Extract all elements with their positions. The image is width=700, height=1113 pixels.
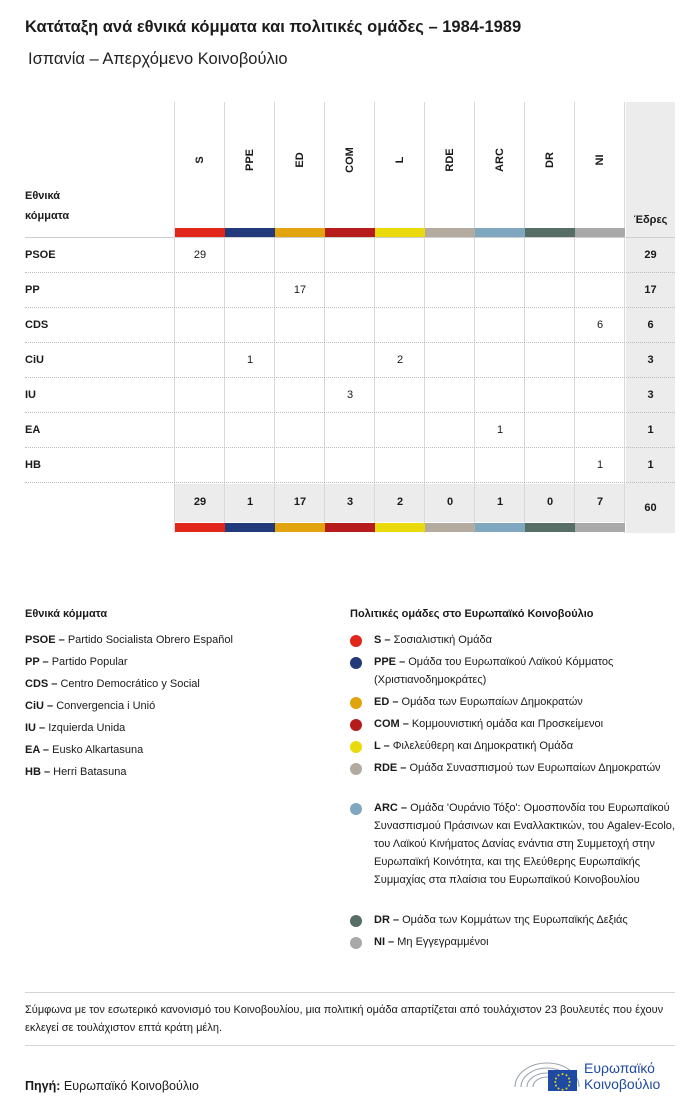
group-color-bar bbox=[225, 228, 275, 237]
group-total: 2 bbox=[396, 496, 404, 508]
party-seat-total: 6 bbox=[647, 319, 654, 331]
legend-name: Ομάδα 'Ουράνιο Τόξο': Ομοσπονδία του Ευρωπαϊκού Συνασπισμού Πράσινων και Εναλλακτικών, του Agalev-Ecolo, του Λαϊκού Κινήματος Δανίας ενάντια στη Συμμετοχή στην Ευρωπαϊκή Κοινότητα, και της Ελεύθερης Ευρωπαϊκής Συμμαχίας στα πλαίσια του Ευρωπαϊκού Κοινοβουλίου bbox=[374, 802, 675, 886]
seat-count-cell: 2 bbox=[396, 354, 404, 366]
legend-name: Convergencia i Unió bbox=[56, 700, 156, 712]
legend-abbr: ARC – bbox=[374, 802, 408, 814]
legend-name: Centro Democrático y Social bbox=[60, 678, 200, 690]
page-subtitle: Ισπανία – Απερχόμενο Κοινοβούλιο bbox=[28, 50, 288, 68]
legend-abbr: IU – bbox=[25, 722, 46, 734]
group-code-label: ED bbox=[294, 152, 306, 168]
party-seat-total: 1 bbox=[647, 424, 654, 436]
group-color-bar bbox=[425, 228, 475, 237]
groups-legend-item bbox=[374, 693, 679, 711]
group-color-bar bbox=[525, 523, 575, 532]
legend-name: Ομάδα του Ευρωπαϊκού Λαϊκού Κόμματος (Χριστιανοδημοκράτες) bbox=[374, 656, 614, 686]
row-divider bbox=[25, 272, 675, 273]
legend-name: Ομάδα Συνασπισμού των Ευρωπαίων Δημοκρατών bbox=[409, 762, 661, 774]
party-seat-total: 3 bbox=[647, 389, 654, 401]
row-divider bbox=[25, 412, 675, 413]
party-label-psoe: PSOE bbox=[25, 249, 56, 261]
group-total: 1 bbox=[496, 496, 504, 508]
legend-abbr: COM – bbox=[374, 718, 409, 730]
national-legend-item bbox=[25, 675, 200, 693]
row-divider bbox=[25, 342, 675, 343]
legend-abbr: CDS – bbox=[25, 678, 58, 690]
groups-legend-item bbox=[374, 715, 679, 733]
legend-abbr: PP – bbox=[25, 656, 49, 668]
party-label-ciu: CiU bbox=[25, 354, 44, 366]
group-color-dot-icon bbox=[350, 763, 362, 775]
group-header-s bbox=[175, 120, 225, 200]
party-seat-total: 29 bbox=[644, 249, 657, 261]
grand-total: 60 bbox=[644, 502, 657, 514]
national-legend-item bbox=[25, 631, 233, 649]
legend-name: Eusko Alkartasuna bbox=[52, 744, 144, 756]
national-legend-item bbox=[25, 763, 127, 781]
groups-legend-title: Πολιτικές ομάδες στο Ευρωπαϊκό Κοινοβούλιο bbox=[350, 608, 594, 620]
party-seat-total: 3 bbox=[647, 354, 654, 366]
legend-abbr: HB – bbox=[25, 766, 51, 778]
separator-top bbox=[25, 992, 675, 993]
national-legend-item bbox=[25, 719, 125, 737]
separator-bottom bbox=[25, 1045, 675, 1046]
source-label: Πηγή: bbox=[25, 1079, 61, 1093]
groups-legend-item bbox=[374, 911, 679, 929]
group-total: 7 bbox=[596, 496, 604, 508]
group-header-ppe bbox=[225, 120, 275, 200]
groups-legend-item bbox=[374, 799, 679, 889]
legend-abbr: NI – bbox=[374, 936, 395, 948]
national-legend-item bbox=[25, 653, 128, 671]
row-divider bbox=[25, 447, 675, 448]
group-color-bar bbox=[225, 523, 275, 532]
party-seat-total: 1 bbox=[647, 459, 654, 471]
group-color-bar bbox=[475, 228, 525, 237]
group-header-rde bbox=[425, 120, 475, 200]
party-label-hb: HB bbox=[25, 459, 41, 471]
legend-abbr: L – bbox=[374, 740, 390, 752]
seat-count-cell: 1 bbox=[246, 354, 254, 366]
legend-name: Izquierda Unida bbox=[48, 722, 126, 734]
seat-count-cell: 6 bbox=[596, 319, 604, 331]
group-code-label: ARC bbox=[494, 148, 506, 172]
legend-abbr: DR – bbox=[374, 914, 400, 926]
national-legend-item bbox=[25, 697, 155, 715]
parliament-logo-text: Ευρωπαϊκό Κοινοβούλιο bbox=[584, 1060, 661, 1092]
legend-name: Ομάδα των Κομμάτων της Ευρωπαϊκής Δεξιάς bbox=[402, 914, 628, 926]
group-total: 1 bbox=[246, 496, 254, 508]
legend-abbr: RDE – bbox=[374, 762, 407, 774]
seat-count-cell: 29 bbox=[193, 249, 207, 261]
row-divider bbox=[25, 482, 675, 483]
group-color-bar bbox=[175, 523, 225, 532]
group-color-bar bbox=[325, 228, 375, 237]
legend-abbr: PSOE – bbox=[25, 634, 65, 646]
group-color-bar bbox=[275, 523, 325, 532]
group-color-bar bbox=[325, 523, 375, 532]
group-total: 0 bbox=[446, 496, 454, 508]
seats-header: Έδρες bbox=[633, 214, 668, 226]
group-color-bar bbox=[525, 228, 575, 237]
legend-name: Μη Εγγεγραμμένοι bbox=[397, 936, 489, 948]
row-divider bbox=[25, 377, 675, 378]
group-code-label: RDE bbox=[444, 148, 456, 172]
party-seat-total: 17 bbox=[644, 284, 657, 296]
group-color-dot-icon bbox=[350, 803, 362, 815]
group-color-bar bbox=[575, 228, 625, 237]
row-divider bbox=[25, 307, 675, 308]
source-line bbox=[25, 1079, 199, 1093]
group-color-dot-icon bbox=[350, 635, 362, 647]
row-divider bbox=[25, 237, 675, 238]
legend-abbr: PPE – bbox=[374, 656, 406, 668]
groups-legend-item bbox=[374, 933, 679, 951]
seat-count-cell: 3 bbox=[346, 389, 354, 401]
groups-legend-item bbox=[374, 631, 679, 649]
legend-name: Κομμουνιστική ομάδα και Προσκείμενοι bbox=[411, 718, 604, 730]
seat-count-cell: 1 bbox=[496, 424, 504, 436]
group-color-dot-icon bbox=[350, 657, 362, 669]
group-color-bar bbox=[425, 523, 475, 532]
group-code-label: COM bbox=[344, 147, 356, 173]
seat-count-cell: 17 bbox=[293, 284, 307, 296]
group-header-l bbox=[375, 120, 425, 200]
groups-legend-item bbox=[374, 653, 679, 689]
group-color-dot-icon bbox=[350, 937, 362, 949]
party-label-iu: IU bbox=[25, 389, 36, 401]
legend-abbr: S – bbox=[374, 634, 391, 646]
group-header-ed bbox=[275, 120, 325, 200]
national-legend-item bbox=[25, 741, 143, 759]
group-header-arc bbox=[475, 120, 525, 200]
seat-count-cell: 1 bbox=[596, 459, 604, 471]
legend-abbr: ED – bbox=[374, 696, 399, 708]
group-color-bar bbox=[475, 523, 525, 532]
group-code-label: PPE bbox=[244, 148, 256, 172]
legend-abbr: EA – bbox=[25, 744, 50, 756]
group-code-label: S bbox=[194, 156, 206, 164]
group-total: 0 bbox=[546, 496, 554, 508]
group-color-bar bbox=[275, 228, 325, 237]
source-value: Ευρωπαϊκό Κοινοβούλιο bbox=[63, 1079, 199, 1093]
group-total: 17 bbox=[293, 496, 307, 508]
groups-legend-item bbox=[374, 759, 679, 777]
group-color-dot-icon bbox=[350, 719, 362, 731]
legend-name: Partido Popular bbox=[51, 656, 128, 668]
party-label-pp: PP bbox=[25, 284, 40, 296]
party-label-cds: CDS bbox=[25, 319, 49, 331]
group-color-bar bbox=[375, 523, 425, 532]
group-total: 3 bbox=[346, 496, 354, 508]
legend-name: Φιλελεύθερη και Δημοκρατική Ομάδα bbox=[392, 740, 574, 752]
legend-name: Σοσιαλιστική Ομάδα bbox=[393, 634, 493, 646]
national-parties-header: Εθνικά κόμματα bbox=[25, 190, 70, 222]
party-label-ea: EA bbox=[25, 424, 41, 436]
legend-name: Herri Batasuna bbox=[53, 766, 127, 778]
footnote: Σύμφωνα με τον εσωτερικό κανονισμό του Κοινοβουλίου, μια πολιτική ομάδα απαρτίζεται από τουλάχιστον 23 βουλευτές που έχουν εκλεγεί σε τουλάχιστον επτά κράτη μέλη. bbox=[25, 1004, 664, 1034]
group-total: 29 bbox=[193, 496, 207, 508]
group-header-com bbox=[325, 120, 375, 200]
national-legend-title: Εθνικά κόμματα bbox=[25, 608, 108, 620]
legend-name: Ομάδα των Ευρωπαίων Δημοκρατών bbox=[401, 696, 583, 708]
group-color-bar bbox=[375, 228, 425, 237]
legend-name: Partido Socialista Obrero Español bbox=[67, 634, 233, 646]
group-color-bar bbox=[575, 523, 625, 532]
group-color-dot-icon bbox=[350, 915, 362, 927]
group-color-bar bbox=[175, 228, 225, 237]
legend-abbr: CiU – bbox=[25, 700, 54, 712]
groups-legend-item bbox=[374, 737, 679, 755]
group-header-dr bbox=[525, 120, 575, 200]
group-code-label: NI bbox=[594, 154, 606, 166]
group-header-ni bbox=[575, 120, 625, 200]
group-code-label: L bbox=[394, 156, 406, 164]
page-title: Κατάταξη ανά εθνικά κόμματα και πολιτικές ομάδες – 1984-1989 bbox=[25, 18, 522, 36]
group-color-dot-icon bbox=[350, 697, 362, 709]
group-color-dot-icon bbox=[350, 741, 362, 753]
group-code-label: DR bbox=[544, 152, 556, 168]
